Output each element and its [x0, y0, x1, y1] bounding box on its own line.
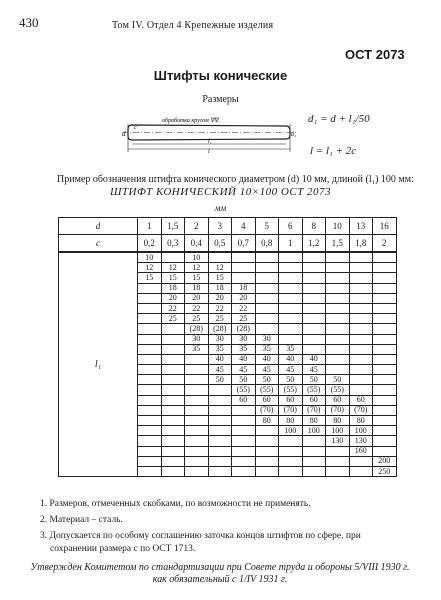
length-cell: 50: [326, 375, 350, 385]
length-cell: [373, 273, 397, 283]
length-cell: [326, 263, 350, 273]
diameter-cell: 2: [185, 218, 209, 235]
length-cell: [138, 426, 162, 436]
length-cell: 60: [279, 395, 303, 405]
diameter-cell: 13: [349, 218, 373, 235]
length-cell: 50: [302, 375, 326, 385]
length-cell: [279, 334, 303, 344]
length-cell: [349, 252, 373, 263]
length-cell: (55): [232, 385, 256, 395]
length-cell: 20: [161, 293, 185, 303]
diameter-cell: 4: [232, 218, 256, 235]
length-cell: 40: [302, 354, 326, 364]
length-cell: [302, 273, 326, 283]
length-cell: [302, 263, 326, 273]
length-cell: [373, 446, 397, 456]
chamfer-cell: 1: [279, 235, 303, 253]
length-cell: (70): [279, 405, 303, 415]
length-cell: 22: [185, 303, 209, 313]
diameter-cell: 6: [279, 218, 303, 235]
length-cell: 40: [255, 354, 279, 364]
length-cell: [326, 466, 350, 476]
length-cell: [349, 385, 373, 395]
length-cell: [373, 303, 397, 313]
length-cell: (28): [185, 324, 209, 334]
length-cell: [255, 293, 279, 303]
length-cell: [161, 426, 185, 436]
length-cell: 25: [208, 314, 232, 324]
length-cell: 45: [302, 365, 326, 375]
length-cell: [326, 456, 350, 466]
length-cell: [373, 375, 397, 385]
length-cell: [185, 365, 209, 375]
length-cell: [185, 385, 209, 395]
length-cell: 160: [349, 446, 373, 456]
length-cell: [208, 395, 232, 405]
length-cell: [138, 314, 162, 324]
length-cell: [302, 334, 326, 344]
length-cell: [138, 365, 162, 375]
length-cell: 30: [185, 334, 209, 344]
length-cell: 80: [302, 416, 326, 426]
length-cell: [302, 456, 326, 466]
length-cell: [185, 405, 209, 415]
length-cell: [279, 303, 303, 313]
length-cell: 12: [185, 263, 209, 273]
chamfer-cell: 1,8: [349, 235, 373, 253]
length-cell: 200: [373, 456, 397, 466]
length-cell: [138, 466, 162, 476]
formula-d1: d₁ = d + l₁/50: [308, 113, 370, 125]
length-cell: [138, 324, 162, 334]
length-cell: [232, 446, 256, 456]
length-cell: 18: [161, 283, 185, 293]
length-cell: [161, 416, 185, 426]
length-cell: [302, 436, 326, 446]
length-cell: [279, 446, 303, 456]
length-cell: [373, 324, 397, 334]
length-cell: 130: [349, 436, 373, 446]
length-cell: [208, 426, 232, 436]
chamfer-cell: 1,5: [326, 235, 350, 253]
unit-label: мм: [214, 203, 227, 213]
length-cell: [232, 466, 256, 476]
length-cell: [349, 293, 373, 303]
length-cell: [255, 466, 279, 476]
length-cell: [232, 273, 256, 283]
length-cell: 18: [208, 283, 232, 293]
notes: [40, 498, 380, 559]
approval-note: Утвержден Комитетом по стандартизации при Совете труда и обороны 5/VIII 1930 г. как обязательный с 1/IV 1931 г.: [30, 562, 410, 585]
length-cell: [138, 456, 162, 466]
length-cell: [349, 466, 373, 476]
length-cell: [302, 344, 326, 354]
length-cell: 100: [279, 426, 303, 436]
length-cell: 50: [232, 375, 256, 385]
length-cell: [185, 466, 209, 476]
length-cell: [326, 354, 350, 364]
length-cell: [138, 436, 162, 446]
length-cell: [302, 314, 326, 324]
length-cell: [326, 252, 350, 263]
chamfer-cell: 1,2: [302, 235, 326, 253]
length-cell: [138, 395, 162, 405]
length-cell: [373, 252, 397, 263]
length-cell: 60: [349, 395, 373, 405]
length-cell: 80: [255, 416, 279, 426]
length-cell: [349, 365, 373, 375]
length-cell: 50: [279, 375, 303, 385]
length-cell: 45: [279, 365, 303, 375]
length-cell: [161, 405, 185, 415]
length-cell: [255, 426, 279, 436]
length-cell: 25: [232, 314, 256, 324]
length-cell: [302, 466, 326, 476]
length-cell: [208, 405, 232, 415]
table-row-d: [59, 218, 397, 235]
length-cell: 15: [185, 273, 209, 283]
length-cell: [373, 354, 397, 364]
diameter-cell: 16: [373, 218, 397, 235]
length-cell: 10: [185, 252, 209, 263]
length-cell: [208, 252, 232, 263]
row-label-c: c: [59, 235, 138, 253]
length-cell: [255, 324, 279, 334]
length-cell: [161, 446, 185, 456]
length-cell: [349, 375, 373, 385]
example-text: Пример обозначения штифта конического диаметром (d) 10 мм, длиной (l₁) 100 мм:: [57, 174, 414, 185]
length-cell: 60: [302, 395, 326, 405]
chamfer-cell: 0,5: [208, 235, 232, 253]
length-cell: [161, 385, 185, 395]
length-cell: 40: [208, 354, 232, 364]
diameter-cell: 5: [255, 218, 279, 235]
length-cell: [279, 293, 303, 303]
length-cell: [185, 456, 209, 466]
length-cell: [349, 456, 373, 466]
length-cell: 15: [208, 273, 232, 283]
length-cell: [302, 324, 326, 334]
length-cell: [208, 436, 232, 446]
length-cell: 35: [208, 344, 232, 354]
length-cell: [373, 436, 397, 446]
length-cell: 20: [208, 293, 232, 303]
length-cell: [138, 344, 162, 354]
length-cell: 15: [161, 273, 185, 283]
finish-note: обработка кругом ∇∇: [162, 118, 219, 124]
length-cell: [185, 395, 209, 405]
length-cell: [161, 354, 185, 364]
length-cell: [161, 334, 185, 344]
length-cell: 60: [232, 395, 256, 405]
length-cell: [161, 252, 185, 263]
row-label-d: d: [59, 218, 138, 235]
length-cell: [326, 303, 350, 313]
diameter-cell: 3: [208, 218, 232, 235]
length-cell: (70): [255, 405, 279, 415]
diameter-cell: 1,5: [161, 218, 185, 235]
length-cell: [232, 456, 256, 466]
page-title: Штифты конические: [153, 68, 288, 83]
length-cell: [138, 283, 162, 293]
length-cell: [232, 263, 256, 273]
taper-pin-drawing: [120, 112, 300, 154]
length-cell: [373, 263, 397, 273]
length-cell: (55): [302, 385, 326, 395]
length-cell: [161, 436, 185, 446]
length-cell: [208, 385, 232, 395]
length-cell: [326, 334, 350, 344]
length-cell: 80: [349, 416, 373, 426]
length-cell: [326, 324, 350, 334]
length-cell: 130: [326, 436, 350, 446]
diameter-cell: 10: [326, 218, 350, 235]
length-cell: [326, 273, 350, 283]
length-cell: [161, 375, 185, 385]
length-cell: (55): [326, 385, 350, 395]
length-cell: [326, 344, 350, 354]
length-cell: [138, 416, 162, 426]
length-cell: (28): [208, 324, 232, 334]
length-cell: [373, 344, 397, 354]
page-subtitle: Размеры: [202, 94, 239, 105]
length-cell: (70): [326, 405, 350, 415]
length-cell: [138, 293, 162, 303]
length-cell: 30: [255, 334, 279, 344]
table-row: [59, 252, 397, 263]
length-cell: [279, 324, 303, 334]
length-cell: [138, 405, 162, 415]
length-cell: [255, 456, 279, 466]
length-cell: 25: [185, 314, 209, 324]
length-cell: [373, 385, 397, 395]
length-cell: [302, 303, 326, 313]
length-cell: [326, 446, 350, 456]
dim-l1-label: l₁: [208, 139, 212, 145]
length-cell: [302, 293, 326, 303]
chamfer-cell: 0,4: [185, 235, 209, 253]
length-cell: (28): [232, 324, 256, 334]
table-row-c: [59, 235, 397, 253]
dim-d1-label: d₁: [291, 132, 297, 138]
designation-example: ШТИФТ КОНИЧЕСКИЙ 10×100 ОСТ 2073: [109, 186, 332, 198]
dimensions-table: [58, 217, 397, 477]
length-cell: [373, 426, 397, 436]
length-cell: 35: [185, 344, 209, 354]
length-cell: [349, 263, 373, 273]
length-cell: [279, 273, 303, 283]
length-cell: [161, 344, 185, 354]
length-cell: [279, 456, 303, 466]
length-cell: [373, 314, 397, 324]
length-cell: [185, 436, 209, 446]
length-cell: 22: [161, 303, 185, 313]
length-cell: 60: [326, 395, 350, 405]
row-label-l1: l₁: [59, 252, 138, 477]
length-cell: 25: [161, 314, 185, 324]
length-cell: 45: [232, 365, 256, 375]
length-cell: [208, 446, 232, 456]
length-cell: 22: [208, 303, 232, 313]
length-cell: [279, 252, 303, 263]
length-cell: [208, 416, 232, 426]
length-cell: [349, 344, 373, 354]
length-cell: 30: [208, 334, 232, 344]
length-cell: [326, 365, 350, 375]
length-cell: [208, 466, 232, 476]
length-cell: [185, 416, 209, 426]
length-cell: 10: [138, 252, 162, 263]
length-cell: 40: [279, 354, 303, 364]
length-cell: [161, 466, 185, 476]
length-cell: [373, 395, 397, 405]
length-cell: (55): [255, 385, 279, 395]
length-cell: [349, 273, 373, 283]
length-cell: [232, 436, 256, 446]
length-cell: (70): [349, 405, 373, 415]
length-cell: [232, 426, 256, 436]
length-cell: 15: [138, 273, 162, 283]
length-cell: [138, 303, 162, 313]
length-cell: [326, 283, 350, 293]
length-cell: [279, 466, 303, 476]
length-cell: 12: [208, 263, 232, 273]
length-cell: [232, 416, 256, 426]
diameter-cell: 8: [302, 218, 326, 235]
length-cell: [255, 273, 279, 283]
length-cell: [302, 446, 326, 456]
length-cell: [255, 436, 279, 446]
chamfer-cell: 0,2: [138, 235, 162, 253]
length-cell: 12: [138, 263, 162, 273]
length-cell: [373, 293, 397, 303]
length-cell: 30: [232, 334, 256, 344]
length-cell: [255, 446, 279, 456]
note-3: 3. Допускается по особому соглашению заточка концов штифтов по сфере, при сохранении размера c по ОСТ 1713.: [40, 531, 361, 554]
dim-l-label: l: [208, 149, 210, 154]
note-2: 2. Материал – сталь.: [40, 515, 123, 525]
length-cell: [255, 303, 279, 313]
length-cell: [232, 252, 256, 263]
length-cell: [255, 263, 279, 273]
chamfer-cell: 0,8: [255, 235, 279, 253]
length-cell: 12: [161, 263, 185, 273]
length-cell: [185, 375, 209, 385]
length-cell: [349, 314, 373, 324]
length-cell: [349, 324, 373, 334]
length-cell: [255, 252, 279, 263]
length-cell: [185, 426, 209, 436]
length-cell: [138, 446, 162, 456]
length-cell: [326, 293, 350, 303]
length-cell: [232, 405, 256, 415]
length-cell: [279, 263, 303, 273]
length-cell: [302, 283, 326, 293]
chamfer-cell: 0,3: [161, 235, 185, 253]
length-cell: [255, 283, 279, 293]
length-cell: 100: [326, 426, 350, 436]
page-number: 430: [19, 15, 39, 30]
length-cell: [138, 334, 162, 344]
length-cell: 100: [349, 426, 373, 436]
length-cell: [349, 334, 373, 344]
length-cell: [208, 456, 232, 466]
length-cell: 40: [232, 354, 256, 364]
chamfer-cell: 2: [373, 235, 397, 253]
length-cell: 80: [326, 416, 350, 426]
length-cell: 60: [255, 395, 279, 405]
length-cell: [373, 416, 397, 426]
length-cell: [326, 314, 350, 324]
standard-number: ОСТ 2073: [345, 47, 405, 62]
note-1: 1. Размеров, отмеченных скобками, по возможности не применять.: [40, 499, 311, 509]
length-cell: 50: [255, 375, 279, 385]
running-title: Том IV. Отдел 4 Крепежные изделия: [112, 20, 274, 31]
length-cell: [279, 283, 303, 293]
length-cell: [349, 354, 373, 364]
chamfer-cell: 0,7: [232, 235, 256, 253]
dim-c-label: c: [134, 125, 137, 131]
length-cell: [279, 436, 303, 446]
length-cell: [161, 395, 185, 405]
length-cell: [185, 446, 209, 456]
length-cell: [279, 314, 303, 324]
length-cell: (70): [302, 405, 326, 415]
formula-l: l = l₁ + 2c: [310, 145, 357, 157]
length-cell: 35: [232, 344, 256, 354]
length-cell: [185, 354, 209, 364]
length-cell: [255, 314, 279, 324]
length-cell: [138, 354, 162, 364]
length-cell: [161, 456, 185, 466]
length-cell: (55): [279, 385, 303, 395]
length-cell: [138, 385, 162, 395]
length-cell: [373, 365, 397, 375]
length-cell: 22: [232, 303, 256, 313]
dim-d-label: d: [122, 130, 126, 138]
length-cell: 20: [185, 293, 209, 303]
length-cell: [138, 375, 162, 385]
length-cell: 250: [373, 466, 397, 476]
length-cell: 18: [185, 283, 209, 293]
length-cell: 50: [208, 375, 232, 385]
length-cell: 100: [302, 426, 326, 436]
length-cell: 80: [279, 416, 303, 426]
length-cell: [373, 405, 397, 415]
length-cell: [373, 334, 397, 344]
length-cell: [161, 365, 185, 375]
length-cell: 45: [255, 365, 279, 375]
length-cell: 35: [255, 344, 279, 354]
diameter-cell: 1: [138, 218, 162, 235]
length-cell: [349, 303, 373, 313]
length-cell: 45: [208, 365, 232, 375]
length-cell: 18: [232, 283, 256, 293]
length-cell: 35: [279, 344, 303, 354]
length-cell: [302, 252, 326, 263]
length-cell: [349, 283, 373, 293]
length-cell: [373, 283, 397, 293]
length-cell: [161, 324, 185, 334]
length-cell: 20: [232, 293, 256, 303]
